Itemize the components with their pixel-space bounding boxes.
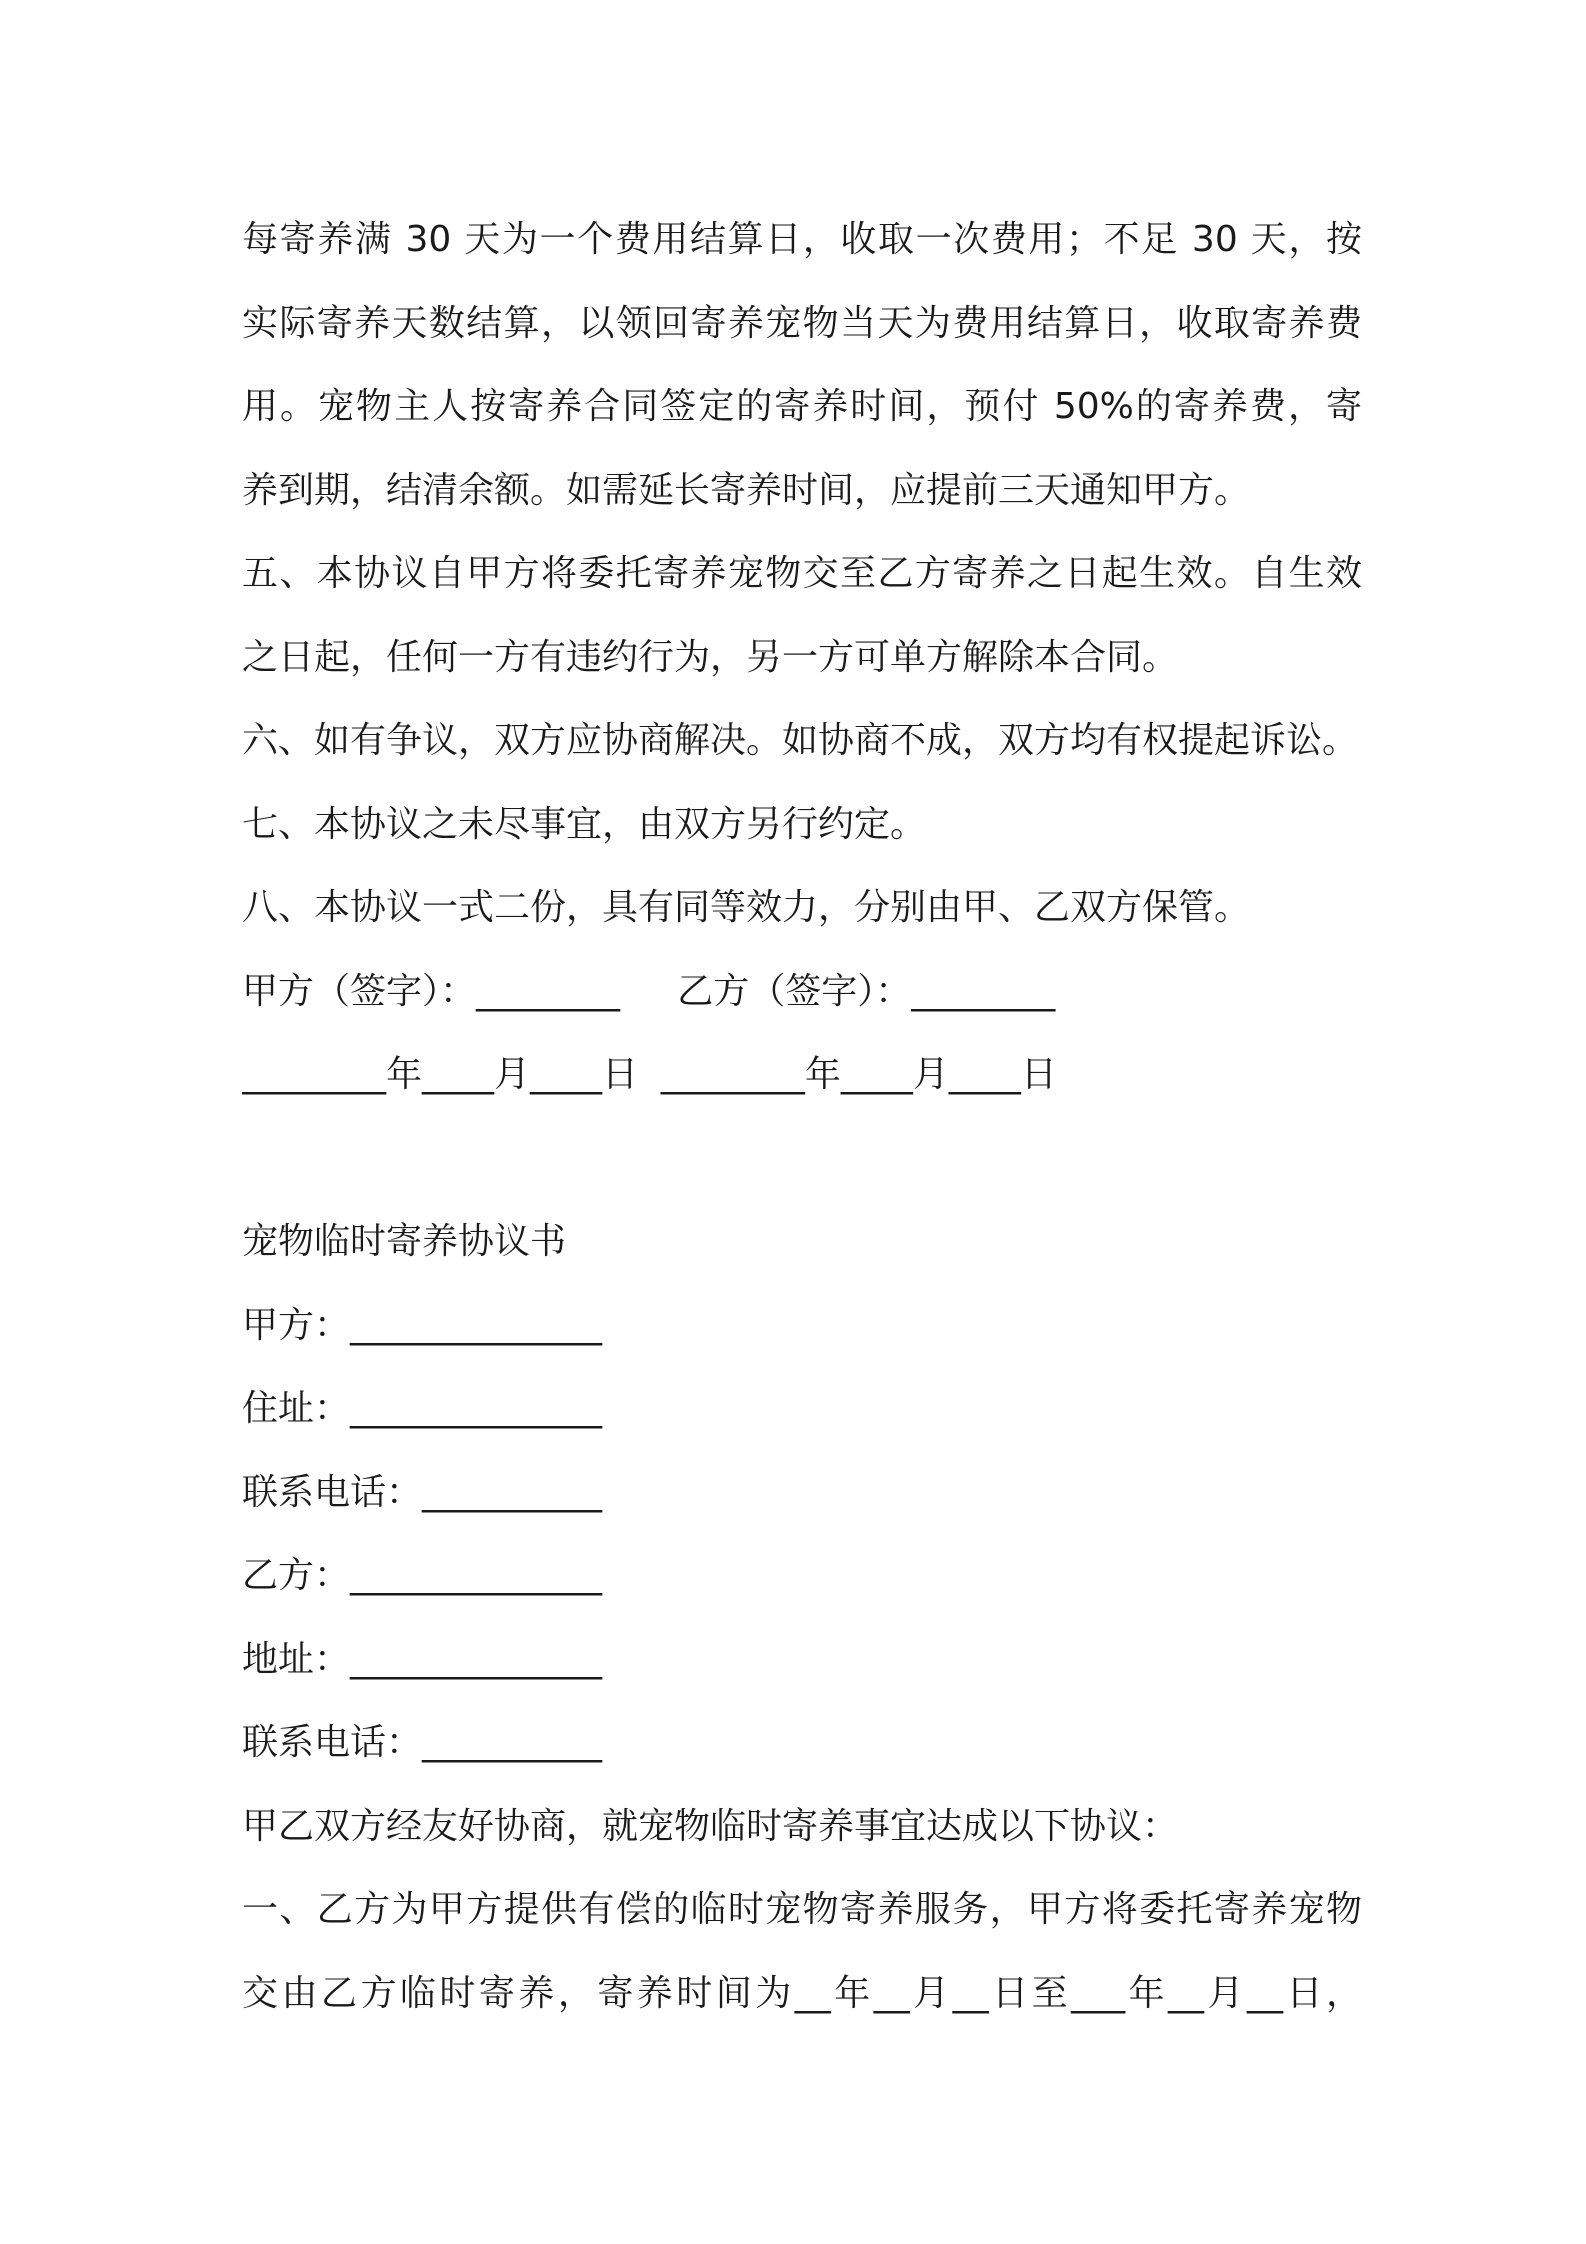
fee-paragraph-line-2: 实际寄养天数结算，以领回寄养宠物当天为费用结算日，收取寄养费	[242, 302, 1362, 344]
party-b-address-field: 地址：______________	[242, 1638, 603, 1680]
clause-7: 七、本协议之未尽事宜，由双方另行约定。	[242, 803, 927, 845]
signature-line: 甲方（签字）：________ 乙方（签字）：________	[242, 970, 1056, 1012]
fee-paragraph-line-3: 用。宠物主人按寄养合同签定的寄养时间，预付 50%的寄养费，寄	[242, 386, 1362, 427]
document-body	[242, 198, 1362, 2035]
agreement-clause-1-line-1: 一、乙方为甲方提供有偿的临时宠物寄养服务，甲方将委托寄养宠物	[242, 1889, 1362, 1930]
fee-paragraph-line-4: 养到期，结清余额。如需延长寄养时间，应提前三天通知甲方。	[242, 469, 1251, 511]
clause-5-line-1: 五、本协议自甲方将委托寄养宠物交至乙方寄养之日起生效。自生效	[242, 553, 1362, 594]
party-b-phone-field: 联系电话：__________	[242, 1722, 603, 1763]
clause-5-line-2: 之日起，任何一方有违约行为，另一方可单方解除本合同。	[242, 636, 1179, 678]
date-line: ________年____月____日 ________年____月____日	[242, 1054, 1057, 1095]
fee-paragraph-line-1: 每寄养满 30 天为一个费用结算日，收取一次费用；不足 30 天，按	[242, 219, 1362, 260]
party-a-field: 甲方：______________	[242, 1304, 603, 1346]
clause-6: 六、如有争议，双方应协商解决。如协商不成，双方均有权提起诉讼。	[242, 720, 1359, 761]
clause-8: 八、本协议一式二份，具有同等效力，分别由甲、乙双方保管。	[242, 887, 1251, 928]
party-a-address-field: 住址：______________	[242, 1388, 603, 1429]
party-a-phone-field: 联系电话：__________	[242, 1471, 603, 1513]
agreement-intro: 甲乙双方经友好协商，就宠物临时寄养事宜达成以下协议：	[242, 1805, 1179, 1847]
agreement-clause-1-line-2: 交由乙方临时寄养，寄养时间为__年__月__日至___年__月__日，	[242, 1972, 1362, 2014]
agreement-title: 宠物临时寄养协议书	[242, 1221, 567, 1262]
section-spacer	[242, 1117, 1362, 1201]
party-b-field: 乙方：______________	[242, 1555, 603, 1596]
